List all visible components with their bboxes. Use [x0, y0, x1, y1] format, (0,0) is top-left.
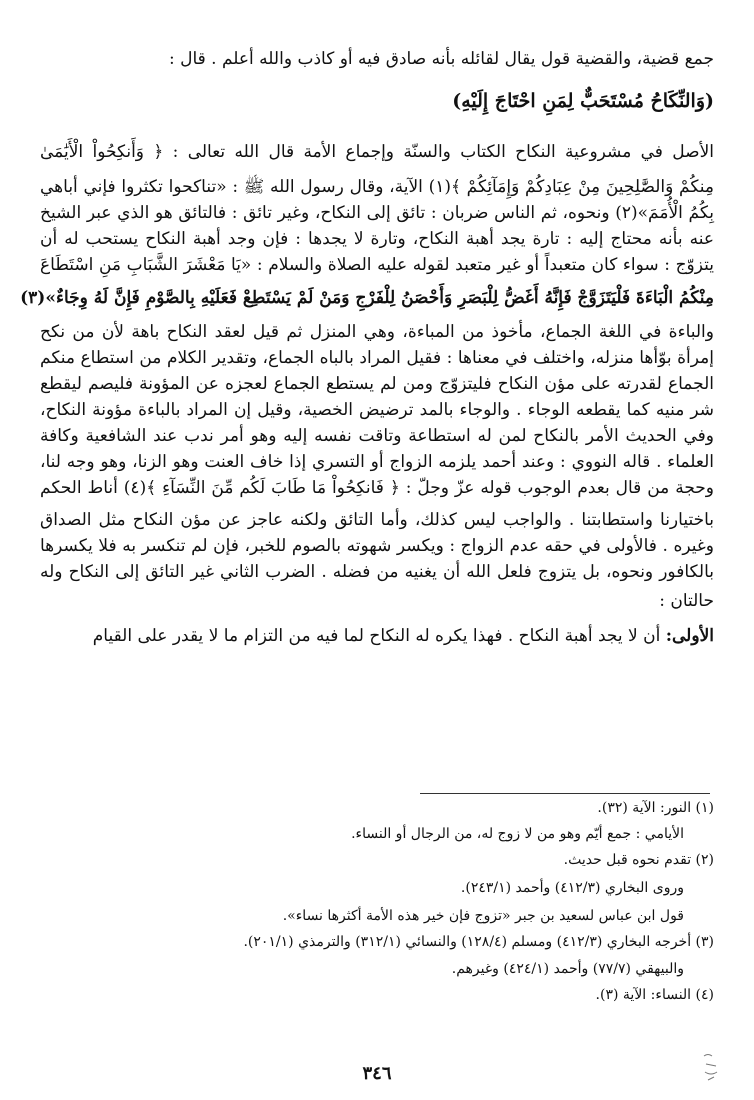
body-line-9: الجماع لقدرته على مؤن النكاح فليتزوّج ومن لم يستطع الجماع لعجزه عن المؤونة فليصم ليقطع: [40, 374, 714, 394]
footnote-4: (٤) النساء: الآية (٣).: [595, 987, 714, 1003]
body-line-3: بِكُمُ الْأُمَمَ»(٢) ونحوه، ثم الناس ضربان : تائق إلى النكاح، وغير تائق : فالتائق هو الذي عبر الشيخ: [40, 203, 714, 223]
body-line-6: مِنْكُمُ الْبَاءَةَ فَلْيَتَزَوَّجْ فَإِنَّهُ أَغَضُّ لِلْبَصَرِ وَأَحْصَنُ لِلْفَرْجِ وَمَنْ لَمْ يَسْتَطِعْ فَعَلَيْهِ بِالصَّوْمِ فَإِنَّ لَهُ وِجَاءٌ»(٣): [20, 288, 714, 308]
body-line-14: باختيارنا واستطابتنا . والواجب ليس كذلك، وأما التائق ولكنه عاجز عن مؤن النكاح مثل الصداق: [40, 510, 714, 530]
body-line-1: الأصل في مشروعية النكاح الكتاب والسنّة وإجماع الأمة قال الله تعالى : ﴿ وَأَنكِحُواْ الْأَيَٰمَىٰ: [40, 142, 714, 162]
intro-line: جمع قضية، والقضية قول يقال لقائله بأنه صادق فيه أو كاذب والله أعلم . قال :: [168, 49, 714, 69]
body-line-18: [40, 625, 714, 647]
body-line-2: مِنكُمْ وَالصَّٰلِحِينَ مِنْ عِبَادِكُمْ وَإِمَآئِكُمْ ﴾(١) الآية، وقال رسول الله ﷺ : «تناكحوا تكثروا فإني أباهي: [40, 177, 714, 197]
first-case-label: الأولى:: [665, 626, 714, 646]
body-line-4: عنه بأنه محتاج إليه : تارة يجد أهبة النكاح، وتارة لا يجدها : فإن وجد أهبة النكاح يستحب له أن: [40, 229, 714, 249]
footnote-2-ref: وروى البخاري (٤١٢/٣) وأحمد (٢٤٣/١).: [460, 880, 684, 896]
page-number: ٣٤٦: [362, 1063, 392, 1084]
footnote-2-quote: قول ابن عباس لسعيد بن جبر «تزوج فإن خير هذه الأمة أكثرها نساء».: [282, 908, 684, 924]
body-line-7: والباءة في اللغة الجماع، مأخوذ من المباءة، وهي المنزل ثم قيل لعقد النكاح باهة لأن من نكح: [40, 322, 714, 342]
footnote-1-note: الأيامي : جمع أيّم وهو من لا زوج له، من الرجال أو النساء.: [351, 826, 684, 842]
body-line-10: شر منيه كما يقطعه الوجاء . والوجاء بالمد ترضيض الخصية، وقيل إن المراد بالباءة مؤونة النكاح،: [40, 400, 714, 420]
body-line-5: يتزوّج : سواء كان متعبداً أو غير متعبد لقوله عليه الصلاة والسلام : «يَا مَعْشَرَ الشَّبَابِ مَنِ اسْتَطَاعَ: [40, 255, 714, 275]
footnote-2: (٢) تقدم نحوه قبل حديث.: [563, 852, 714, 868]
footnote-3: (٣) أخرجه البخاري (٤١٢/٣) ومسلم (١٢٨/٤) والنسائي (٣١٢/١) والترمذي (٢٠١/١).: [243, 934, 714, 950]
footnote-3-cont: والبيهقي (٧٧/٧) وأحمد (٤٢٤/١) وغيرهم.: [451, 961, 684, 977]
body-line-11: وفي الحديث الأمر بالنكاح لمن له استطاعة وتاقت نفسه إليه وهو أمر ندب عند الشافعية وكافة: [40, 426, 715, 446]
first-case-text: أن لا يجد أهبة النكاح . فهذا يكره له النكاح لما فيه من التزام ما لا يقدر على القيام: [92, 626, 666, 646]
body-line-16: بالكافور ونحوه، بل يتزوج فلعل الله أن يغنيه من فضله . الضرب الثاني غير التائق إلى النكاح وله: [40, 562, 714, 582]
margin-scribble: [700, 1050, 730, 1090]
footnote-1: (١) النور: الآية (٣٢).: [597, 800, 714, 816]
body-line-12: العلماء . قاله النووي : وعند أحمد يلزمه الزواج أو التسري إذا خاف العنت وهو الزنا، وهو وجه لنا،: [40, 452, 714, 472]
footnote-divider: [420, 793, 710, 794]
body-line-17: حالتان :: [659, 591, 714, 611]
section-heading: (وَالنِّكَاحُ مُسْتَحَبٌّ لِمَنِ احْتَاجَ إِلَيْهِ): [452, 90, 714, 112]
body-line-13: وحجة من قال بعدم الوجوب قوله عزّ وجلّ : ﴿ فَانكِحُواْ مَا طَابَ لَكُم مِّنَ النِّسَآءِ ﴾(٤) أناط الحكم: [40, 478, 715, 498]
body-line-15: وغيره . فالأولى في حقه عدم الزواج : ويكسر شهوته بالصوم للخبر، فإن لم تنكسر به فلا يكسرها: [40, 536, 714, 556]
body-line-8: إمرأة بوّأها منزله، واختلف في معناها : فقيل المراد بالباه الجماع، وتقدير الكلام من استطاع منكم: [40, 348, 714, 368]
